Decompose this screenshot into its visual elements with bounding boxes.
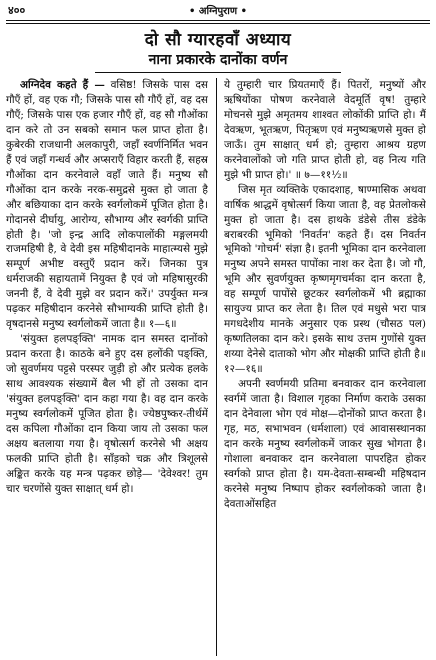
chapter-title: दो सौ ग्यारहवाँ अध्याय: [144, 30, 292, 50]
right-paragraph-1: ये तुम्हारी चार प्रियतमाएँ हैं। पितरों, मनुष्यों और ऋषियोंका पोषण करनेवाले वेदमूर्ति वृष! तुम्हारे मोचनसे मुझे अमृतमय शाश्वत लोकोंकी प्राप्ति हो। मैं देवऋण, भूतऋण, पितृऋण एवं मनुष्यऋणसे मुक्त हो जाऊँ। तुम साक्षात् धर्म हो; तुम्हारा आश्रय ग्रहण करनेवालोंको जो गति प्राप्त होती हो, वह नित्य गति मुझे भी प्राप्त हो।' ॥ ७—११½॥: [224, 79, 426, 181]
header-rule-top: [6, 20, 430, 21]
speaker-label: अग्निदेव कहते हैं —: [20, 79, 105, 91]
page-header: [6, 3, 430, 19]
subtitle-underline: [95, 72, 341, 73]
right-column: [224, 78, 426, 656]
left-paragraph-1-text: वसिष्ठ! जिसके पास दस गौएँ हों, वह एक गौ; जिसके पास सौ गौएँ हों, वह दस गौएँ; जिसके पास एक हजार गौएँ हों, वह सौ गौओंका दान करे तो उन सबको समान फल प्राप्त होता है। कुबेरकी राजधानी अलकापुरी, जहाँ स्वर्णनिर्मित भवन हैं एवं जहाँ गन्धर्व और अप्सराएँ विहार करती हैं, सहस्र गौओंका दान करनेवाले वहाँ जाते हैं। मनुष्य सौ गौओंका दान करके नरक-समुद्रसे मुक्त हो जाता है और बछियाका दान करके स्वर्गलोकमें पूजित होता है। गोदानसे दीर्घायु, आरोग्य, सौभाग्य और स्वर्गकी प्राप्ति होती है। 'जो इन्द्र आदि लोकपालोंकी मङ्गलमयी राजमहिषी है, वे देवी इस महिषीदानके माहात्म्यसे मुझे सम्पूर्ण अभीष्ट वस्तुएँ प्रदान करें। जिनका पुत्र धर्मराजकी सहायतामें नियुक्त है एवं जो महिषासुरकी जननी हैं, वे देवी मुझे वर प्रदान करें।' उपर्युक्त मन्त्र पढ़कर महिषीदान करनेसे सौभाग्यकी प्राप्ति होती है। वृषदानसे मनुष्य स्वर्गलोकमें जाता है॥ १—६॥: [6, 79, 208, 331]
running-title: • अग्निपुराण •: [189, 6, 247, 17]
chapter-subtitle: नाना प्रकारके दानोंका वर्णन: [148, 52, 288, 68]
left-paragraph-2: 'संयुक्त हलपङ्क्ति' नामक दान समस्त दानोंको प्रदान करता है। काठके बने हुए दस हलोंकी पङ्क्ति, जो सुवर्णमय पट्टसे परस्पर जुड़ी हो और प्रत्येक हलके साथ आवश्यक संख्यामें बैल भी हों तो उसका दान 'संयुक्त हलपङ्क्ति' दान कहा गया है। वह दान करके मनुष्य स्वर्गलोकमें पूजित होता है। ज्येष्ठपुष्कर-तीर्थमें दस कपिला गौओंका दान किया जाय तो उसका फल अक्षय बतलाया गया है। वृषोत्सर्ग करनेसे भी अक्षय फलकी प्राप्ति होती है। साँड़को चक्र और त्रिशूलसे अङ्कित करके यह मन्त्र पढ़कर छोड़े— 'देवेश्वर! तुम चार चरणोंसे युक्त साक्षात् धर्म हो।: [6, 333, 208, 495]
right-paragraph-2: जिस मृत व्यक्तिके एकादशाह, षाण्मासिक अथवा वार्षिक श्राद्धमें वृषोत्सर्ग किया जाता है, वह प्रेतलोकसे मुक्त हो जाता है। दस हाथके डंडेसे तीस डंडेके बराबरकी भूमिको 'निवर्तन' कहते हैं। दस निवर्तन भूमिको 'गोचर्म' संज्ञा है। इतनी भूमिका दान करनेवाला मनुष्य अपने समस्त पापोंका नाश कर देता है। जो गौ, भूमि और सुवर्णयुक्त कृष्णमृगचर्मका दान करता है, वह सम्पूर्ण पापोंसे छूटकर स्वर्गलोकमें भी ब्रह्माका सायुज्य प्राप्त कर लेता है। तिल एवं मधुसे भरा पात्र मगधदेशीय मानके अनुसार एक प्रस्थ (चौसठ पल) कृष्णतिलका दान करे। इसके साथ उत्तम गुणोंसे युक्त शय्या देनेसे दाताको भोग और मोक्षकी प्राप्ति होती है॥ १२—१६॥: [224, 183, 426, 376]
left-paragraph-1: [6, 78, 208, 332]
column-divider: [216, 78, 217, 656]
page-number: ४००: [8, 4, 26, 17]
right-paragraph-3: अपनी स्वर्णमयी प्रतिमा बनवाकर दान करनेवाला स्वर्गमें जाता है। विशाल गृहका निर्माण कराके उसका दान देनेवाला भोग एवं मोक्ष—दोनोंको प्राप्त करता है। गृह, मठ, सभाभवन (धर्मशाला) एवं आवासस्थानका दान करके मनुष्य स्वर्गलोकमें जाकर सुख भोगता है। गोशाला बनवाकर दान करनेवाला पापरहित होकर स्वर्गको प्राप्त होता है। यम-देवता-सम्बन्धी महिषदान करनेसे मनुष्य निष्पाप होकर स्वर्गलोकको जाता है। देवताओंसहित: [224, 378, 426, 510]
left-column: [6, 78, 208, 656]
header-rule-bottom: [6, 23, 430, 24]
